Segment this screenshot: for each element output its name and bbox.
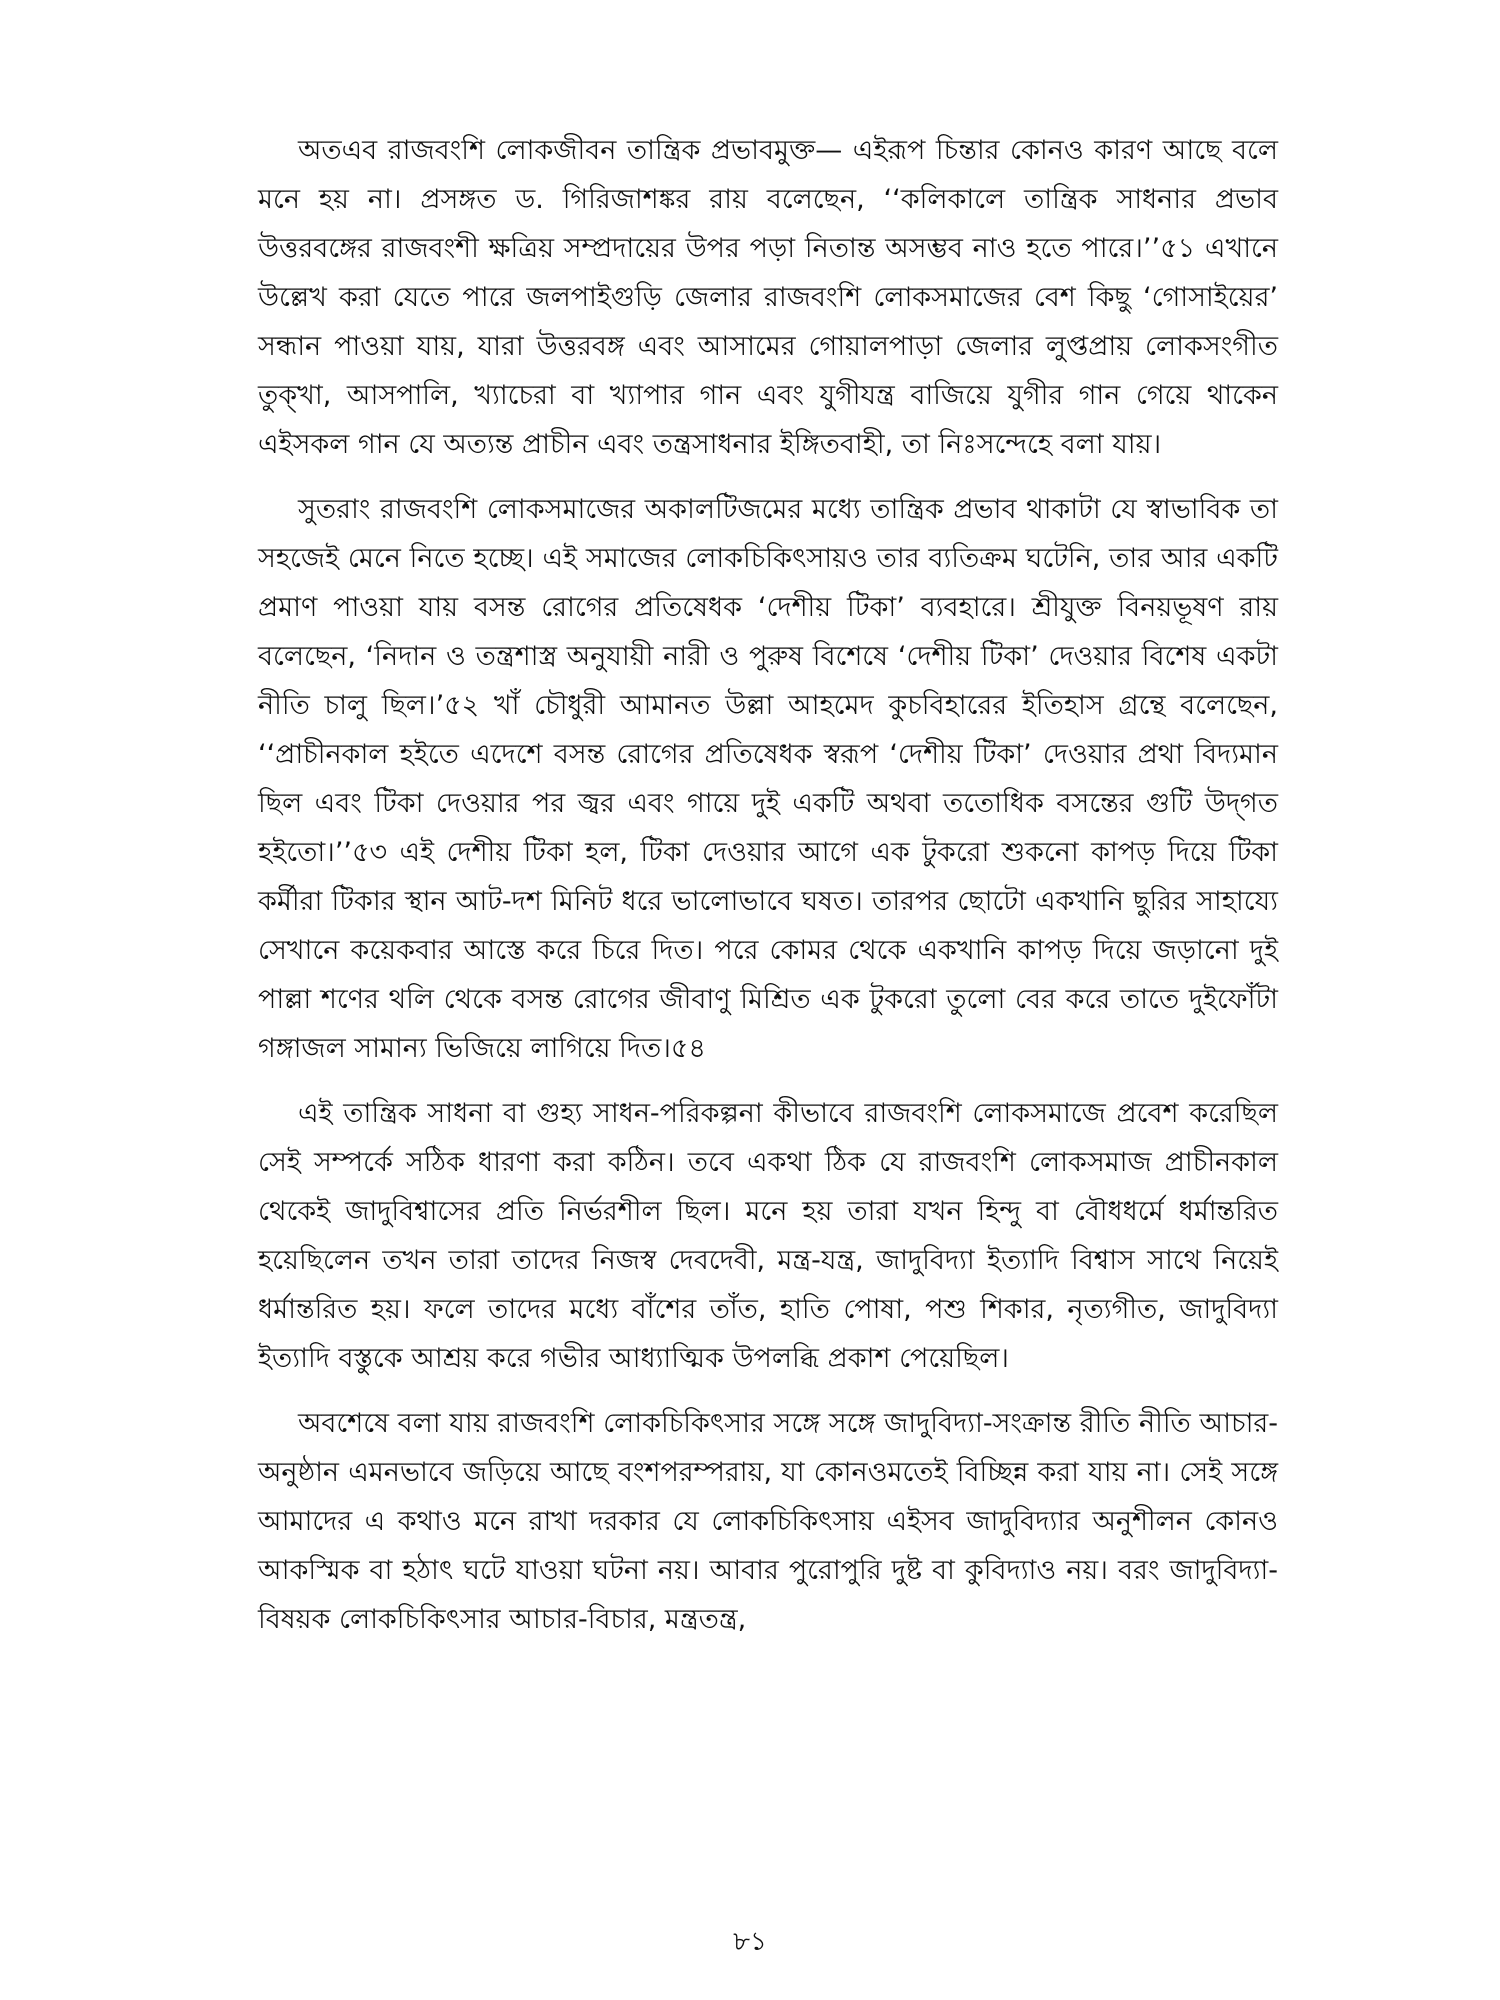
body-text — [258, 126, 1278, 1660]
paragraph-3: এই তান্ত্রিক সাধনা বা গুহ্য সাধন-পরিকল্পনা কীভাবে রাজবংশি লোকসমাজে প্রবেশ করেছিল সেই সম্পর্কে সঠিক ধারণা করা কঠিন। তবে একথা ঠিক যে রাজবংশি লোকসমাজ প্রাচীনকাল থেকেই জাদুবিশ্বাসের প্রতি নির্ভরশীল ছিল। মনে হয় তারা যখন হিন্দু বা বৌধধর্মে ধর্মান্তরিত হয়েছিলেন তখন তারা তাদের নিজস্ব দেবদেবী, মন্ত্র-যন্ত্র, জাদুবিদ্যা ইত্যাদি বিশ্বাস সাথে নিয়েই ধর্মান্তরিত হয়। ফলে তাদের মধ্যে বাঁশের তাঁত, হাতি পোষা, পশু শিকার, নৃত্যগীত, জাদুবিদ্যা ইত্যাদি বস্তুকে আশ্রয় করে গভীর আধ্যাত্মিক উপলব্ধি প্রকাশ পেয়েছিল। — [258, 1098, 1278, 1374]
page-number: ৮১ — [733, 1927, 767, 1957]
paragraph-1: অতএব রাজবংশি লোকজীবন তান্ত্রিক প্রভাবমুক্ত— এইরূপ চিন্তার কোনও কারণ আছে বলে মনে হয় না। প্রসঙ্গত ড. গিরিজাশঙ্কর রায় বলেছেন, ‘‘কলিকালে তান্ত্রিক সাধনার প্রভাব উত্তরবঙ্গের রাজবংশী ক্ষত্রিয় সম্প্রদায়ের উপর পড়া নিতান্ত অসম্ভব নাও হতে পারে।’’৫১ এখানে উল্লেখ করা যেতে পারে জলপাইগুড়ি জেলার রাজবংশি লোকসমাজের বেশ কিছু ‘গোসাইয়ের’ সন্ধান পাওয়া যায়, যারা উত্তরবঙ্গ এবং আসামের গোয়ালপাড়া জেলার লুপ্তপ্রায় লোকসংগীত তুক্খা, আসপালি, খ্যাচেরা বা খ্যাপার গান এবং যুগীযন্ত্র বাজিয়ে যুগীর গান গেয়ে থাকেন এইসকল গান যে অত্যন্ত প্রাচীন এবং তন্ত্রসাধনার ইঙ্গিতবাহী, তা নিঃসন্দেহে বলা যায়। — [258, 135, 1278, 460]
paragraph-2: সুতরাং রাজবংশি লোকসমাজের অকালটিজমের মধ্যে তান্ত্রিক প্রভাব থাকাটা যে স্বাভাবিক তা সহজেই মেনে নিতে হচ্ছে। এই সমাজের লোকচিকিৎসায়ও তার ব্যতিক্রম ঘটেনি, তার আর একটি প্রমাণ পাওয়া যায় বসন্ত রোগের প্রতিষেধক ‘দেশীয় টিকা’ ব্যবহারে। শ্রীযুক্ত বিনয়ভূষণ রায় বলেছেন, ‘নিদান ও তন্ত্রশাস্ত্র অনুযায়ী নারী ও পুরুষ বিশেষে ‘দেশীয় টিকা’ দেওয়ার বিশেষ একটা নীতি চালু ছিল।’৫২ খাঁ চৌধুরী আমানত উল্লা আহমেদ কুচবিহারের ইতিহাস গ্রন্থে বলেছেন, ‘‘প্রাচীনকাল হইতে এদেশে বসন্ত রোগের প্রতিষেধক স্বরূপ ‘দেশীয় টিকা’ দেওয়ার প্রথা বিদ্যমান ছিল এবং টিকা দেওয়ার পর জ্বর এবং গায়ে দুই একটি অথবা ততোধিক বসন্তের গুটি উদ্‌গত হইতো।’’৫৩ এই দেশীয় টিকা হল, টিকা দেওয়ার আগে এক টুকরো শুকনো কাপড় দিয়ে টিকা কর্মীরা টিকার স্থান আট-দশ মিনিট ধরে ভালোভাবে ঘষত। তারপর ছোটো একখানি ছুরির সাহায্যে সেখানে কয়েকবার আস্তে করে চিরে দিত। পরে কোমর থেকে একখানি কাপড় দিয়ে জড়ানো দুই পাল্লা শণের থলি থেকে বসন্ত রোগের জীবাণু মিশ্রিত এক টুকরো তুলো বের করে তাতে দুইফোঁটা গঙ্গাজল সামান্য ভিজিয়ে লাগিয়ে দিত।৫৪ — [258, 494, 1278, 1064]
paragraph-4: অবশেষে বলা যায় রাজবংশি লোকচিকিৎসার সঙ্গে সঙ্গে জাদুবিদ্যা-সংক্রান্ত রীতি নীতি আচার-অনুষ্ঠান এমনভাবে জড়িয়ে আছে বংশপরম্পরায়, যা কোনওমতেই বিচ্ছিন্ন করা যায় না। সেই সঙ্গে আমাদের এ কথাও মনে রাখা দরকার যে লোকচিকিৎসায় এইসব জাদুবিদ্যার অনুশীলন কোনও আকস্মিক বা হঠাৎ ঘটে যাওয়া ঘটনা নয়। আবার পুরোপুরি দুষ্ট বা কুবিদ্যাও নয়। বরং জাদুবিদ্যা-বিষয়ক লোকচিকিৎসার আচার-বিচার, মন্ত্রতন্ত্র, — [258, 1408, 1278, 1635]
